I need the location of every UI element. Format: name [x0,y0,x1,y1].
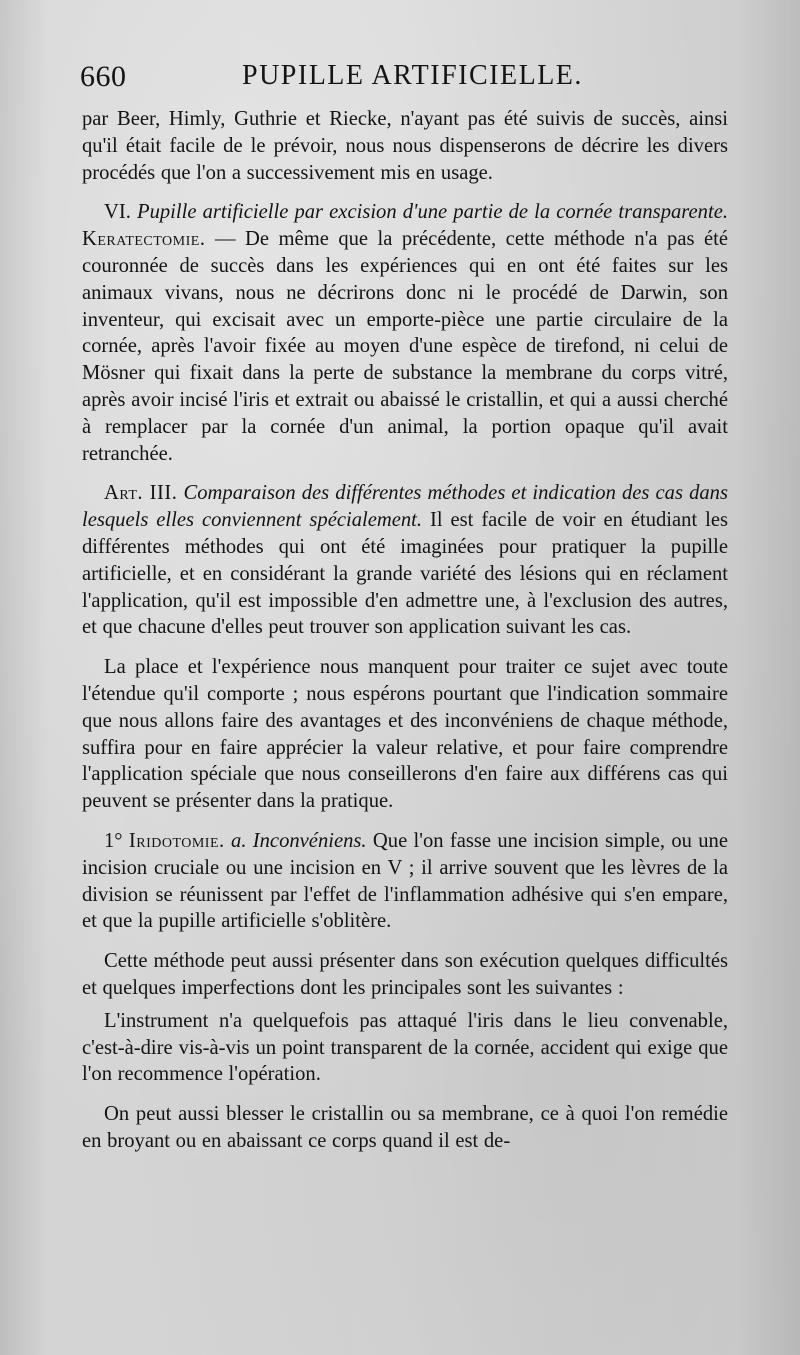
page-number: 660 [80,60,127,93]
method-name: Keratectomie. [82,228,206,251]
section-number: VI. [104,201,131,224]
paragraph-4: La place et l'expérience nous manquent pour traiter ce sujet avec toute l'étendue qu'il comporte ; nous espérons pourtant que l'indication sommaire que nous allons faire des avantages et des inconvéniens de chaque méthode, suffira pour en faire apprécier la valeur relative, et pour faire comprendre l'application spéciale que nous conseillerons d'en faire aux différens cas qui peuvent se présenter dans la pratique. [82,656,728,813]
article-title: Comparaison des différentes méthodes et indication des cas dans lesquels elles conviennent spécialement. [82,482,728,532]
paragraph-iridotomie [82,828,728,935]
running-head: PUPILLE ARTIFICIELLE. [242,60,583,91]
paragraph-7: L'instrument n'a quelquefois pas attaqué l'iris dans le lieu convenable, c'est-à-dire vis-à-vis un point transparent de la cornée, accident qui exige que l'on recommence l'opération. [82,1009,728,1086]
item-number: 1° [104,829,123,852]
iridotomie-body: Que l'on fasse une incision simple, ou une incision cruciale ou une incision en V ; il arrive souvent que les lèvres de la division se réunissent par l'effet de l'inflammation adhésive qui s'en empare, et que la pupille artificielle s'oblitère. [82,829,728,933]
subsection-title: a. Inconvéniens. [231,829,367,852]
article-body: Il est facile de voir en étudiant les différentes méthodes qui ont été imaginées pour pratiquer la pupille artificielle, et en considérant la grande variété des lésions qui en réclament l'application, qu'il est impossible d'en admettre une, à l'exclusion des autres, et que chacune d'elles peut trouver son application suivant les cas. [82,509,728,639]
body-text [82,106,728,1168]
article-number: Art. III. [104,482,178,505]
section-body: — De même que la précédente, cette méthode n'a pas été couronnée de succès dans les expériences qui en ont été faites sur les animaux vivans, nous ne décrirons donc ni le procédé de Darwin, son inventeur, qui excisait avec un emporte-pièce une partie circulaire de la cornée, après l'avoir fixée au moyen d'une espèce de tirefond, ni celui de Mösner qui fixait dans la perte de substance la membrane du corps vitré, après avoir incisé l'iris et extrait ou abaissé le cristallin, et qui a aussi cherché à remplacer par la cornée d'un animal, la portion opaque qu'il avait retranchée. [82,228,728,465]
paragraph-6: Cette méthode peut aussi présenter dans son exécution quelques difficultés et quelques imperfections dont les principales sont les suivantes : [82,950,728,999]
paragraph-1: par Beer, Himly, Guthrie et Riecke, n'ayant pas été suivis de succès, ainsi qu'il était facile de le prévoir, nous nous dispenserons de décrire les divers procédés que l'on a successivement mis en usage. [82,108,728,184]
paragraph-8: On peut aussi blesser le cristallin ou sa membrane, ce à quoi l'on remédie en broyant ou en abaissant ce corps quand il est de- [82,1103,728,1152]
paragraph-keratectomie [82,199,728,467]
method-name-iridotomie: Iridotomie. [128,829,225,852]
page-header [80,56,720,100]
paragraph-article-3 [82,480,728,641]
section-title: Pupille artificielle par excision d'une partie de la cornée transparente. [137,201,728,224]
